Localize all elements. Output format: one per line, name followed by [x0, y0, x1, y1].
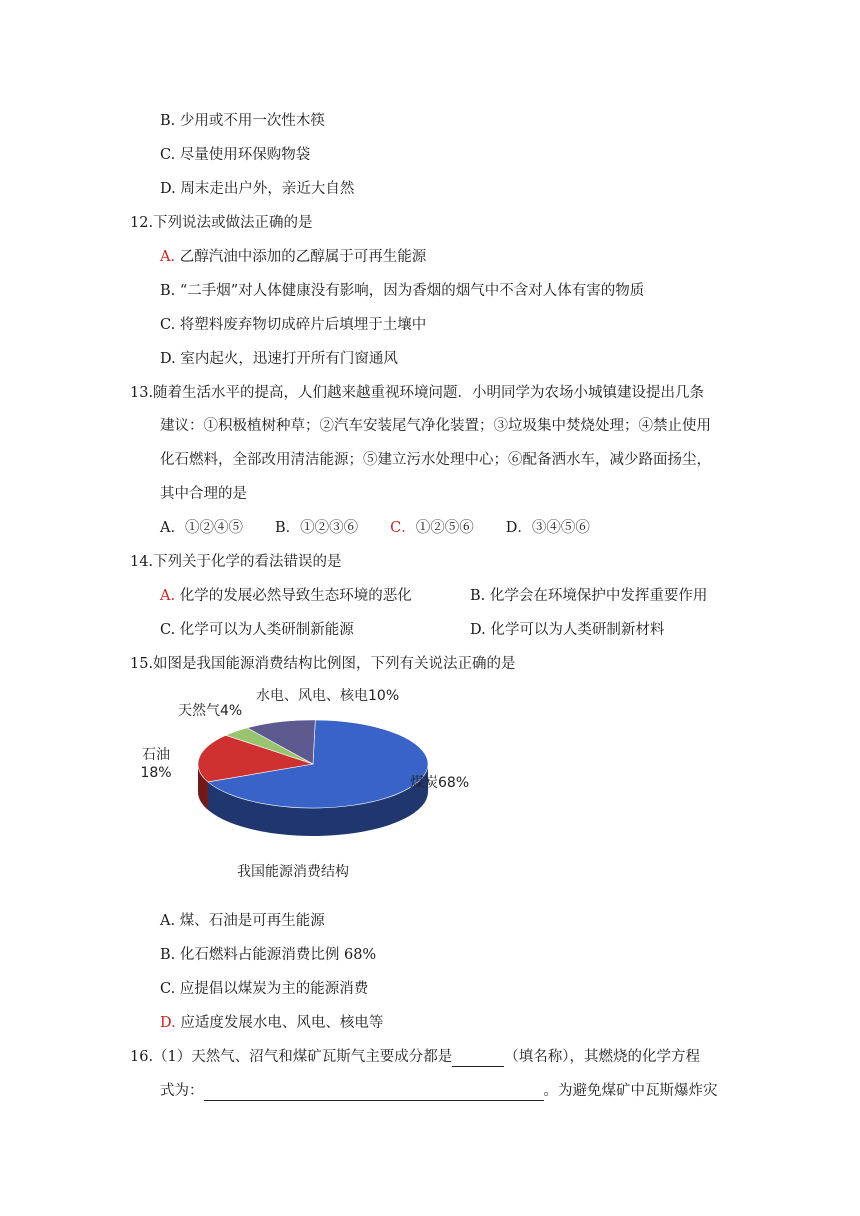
- q13-line-4: 其中合理的是: [160, 486, 247, 502]
- q16-line-2: [160, 1081, 718, 1101]
- q16-line-1: [130, 1047, 700, 1067]
- q12-option-d: D. 室内起火，迅速打开所有门窗通风: [160, 351, 398, 367]
- q12-option-c: C. 将塑料废弃物切成碎片后填埋于土壤中: [160, 317, 427, 333]
- q16-text-c: 式为：: [160, 1083, 204, 1099]
- q15-option-d: [160, 1013, 383, 1033]
- answer-blank[interactable]: [452, 1050, 504, 1067]
- q15-option-b: B. 化石燃料占能源消费比例 68%: [160, 947, 377, 963]
- answer-letter: C．: [390, 520, 416, 536]
- equation-blank[interactable]: [204, 1084, 544, 1101]
- q13-option-c: ①②⑤⑥: [415, 520, 474, 536]
- q15-option-a: A. 煤、石油是可再生能源: [160, 913, 325, 929]
- q13-line-3: 化石燃料，全部改用清洁能源；⑤建立污水处理中心；⑥配备洒水车，减少路面扬尘，: [160, 452, 711, 468]
- q14-stem: 14.下列关于化学的看法错误的是: [130, 554, 342, 570]
- answer-letter: D.: [160, 1015, 176, 1031]
- q16-text-b: （填名称），其燃烧的化学方程: [504, 1049, 701, 1065]
- q15-option-d-text: 应适度发展水电、风电、核电等: [180, 1015, 384, 1031]
- q14-row-1: [160, 586, 412, 606]
- q16-text-a: 16.（1）天然气、沼气和煤矿瓦斯气主要成分都是: [130, 1049, 453, 1065]
- pie-label-0: 煤炭68%: [410, 775, 470, 791]
- answer-letter: A.: [160, 249, 176, 265]
- q13-line-1: 13.随着生活水平的提高，人们越来越重视环境问题．小明同学为农场小城镇建设提出几条: [130, 385, 705, 401]
- energy-pie-chart: [138, 684, 478, 884]
- chart-title: 我国能源消费结构: [237, 864, 349, 880]
- answer-letter: A.: [160, 588, 176, 604]
- q12-option-b: B. “二手烟”对人体健康没有影响，因为香烟的烟气中不含对人体有害的物质: [160, 283, 645, 299]
- q13-options: [160, 518, 590, 538]
- q14-option-d: D. 化学可以为人类研制新材料: [470, 622, 665, 638]
- pie-label-3: 水电、风电、核电10%: [256, 688, 400, 704]
- q12-option-a: [160, 247, 426, 267]
- q11-option-c: C. 尽量使用环保购物袋: [160, 147, 311, 163]
- q15-stem: 15.如图是我国能源消费结构比例图，下列有关说法正确的是: [130, 656, 516, 672]
- q15-option-c: C. 应提倡以煤炭为主的能源消费: [160, 981, 369, 997]
- q11-option-d: D. 周末走出户外，亲近大自然: [160, 181, 355, 197]
- q14-option-c: C. 化学可以为人类研制新能源: [160, 622, 354, 638]
- pie-label-2: 天然气4%: [178, 703, 243, 719]
- pie-label-1-value: 18%: [140, 765, 172, 781]
- q12-stem: 12.下列说法或做法正确的是: [130, 215, 313, 231]
- q14-option-a: 化学的发展必然导致生态环境的恶化: [179, 588, 412, 604]
- option-text: 乙醇汽油中添加的乙醇属于可再生能源: [179, 249, 427, 265]
- q13-option-a: A．①②④⑤: [160, 520, 243, 536]
- q16-text-d: 。为避免煤矿中瓦斯爆炸灾: [543, 1083, 718, 1099]
- q11-option-b: B. 少用或不用一次性木筷: [160, 113, 325, 129]
- q13-option-d: D．③④⑤⑥: [505, 520, 590, 536]
- pie-label-1: 石油: [142, 747, 170, 763]
- q13-option-b: B．①②③⑥: [274, 520, 359, 536]
- q13-line-2: 建议：①积极植树种草；②汽车安装尾气净化装置；③垃圾集中焚烧处理；④禁止使用: [160, 418, 711, 434]
- q14-option-b: B. 化学会在环境保护中发挥重要作用: [470, 588, 708, 604]
